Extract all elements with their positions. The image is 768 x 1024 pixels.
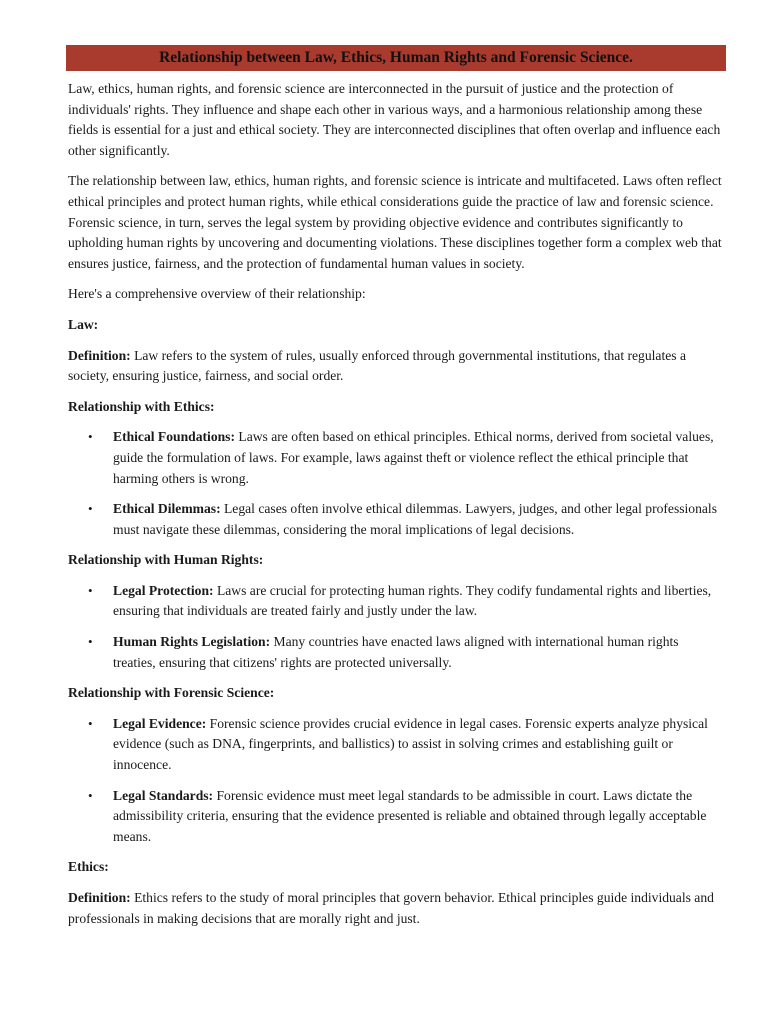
list-relationship-forensic [68,714,723,848]
list-item-text: Forensic evidence must meet legal standards to be admissible in court. Laws dictate the admissibility criteria, ensuring that the evidence presented is reliable and obtained through legally acceptable means. [113,787,707,844]
list-item [68,714,723,776]
definition-text: Ethics refers to the study of moral principles that govern behavior. Ethical principles guide individuals and professionals in making decisions that are morally right and just. [68,890,714,926]
list-item-text: Laws are crucial for protecting human rights. They codify fundamental rights and liberties, ensuring that individuals are treated fairly and justly under the law. [113,582,712,619]
intro-paragraph-2: The relationship between law, ethics, human rights, and forensic science is intricate and multifaceted. Laws often reflect ethical principles and protect human rights, while ethical considerations guide the practice of law and forensic science. Forensic science, in turn, serves the legal system by providing objective evidence and contributes significantly to upholding human rights by uncovering and documenting violations. These disciplines together form a complex web that ensures justice, fairness, and the protection of fundamental human values in society. [68,173,722,271]
list-item-text: Forensic science provides crucial evidence in legal cases. Forensic experts analyze physical evidence (such as DNA, fingerprints, and ballistics) to assist in solving crimes and establishing guilt or innocence. [113,715,708,773]
list-item-term: Ethical Dilemmas: [113,501,221,517]
list-item [68,427,723,489]
list-item-text: Many countries have enacted laws aligned with international human rights treaties, ensuring that citizens' rights are protected universally. [113,634,679,670]
bullet-icon: • [88,715,93,731]
ethics-definition [68,888,728,929]
page-title: Relationship between Law, Ethics, Human Rights and Forensic Science. [66,45,726,71]
section-heading-ethics: Ethics: [68,859,109,875]
bullet-icon: • [88,501,93,517]
list-relationship-human-rights [68,581,723,673]
list-item-term: Ethical Foundations: [113,429,235,445]
list-item-term: Legal Evidence: [113,715,207,731]
bullet-icon: • [88,582,93,598]
definition-text: Law refers to the system of rules, usually enforced through governmental institutions, that regulates a society, ensuring justice, fairness, and social order. [68,347,686,384]
list-relationship-ethics [68,427,723,540]
definition-label: Definition: [68,890,131,905]
subheading-relationship-forensic: Relationship with Forensic Science: [68,685,275,701]
bullet-icon: • [88,429,93,445]
list-item-text: Laws are often based on ethical principles. Ethical norms, derived from societal values, guide the formulation of laws. For example, laws against theft or violence reflect the ethical principle that harming others is wrong. [113,429,714,486]
law-definition [68,346,728,387]
list-item-term: Legal Protection: [113,582,214,598]
section-heading-law: Law: [68,316,99,332]
list-item-term: Legal Standards: [113,787,214,803]
subheading-relationship-ethics: Relationship with Ethics: [68,398,215,414]
bullet-icon: • [88,787,93,803]
list-item-term: Human Rights Legislation: [113,634,271,650]
list-item [68,499,723,540]
list-item [68,581,723,622]
intro-paragraph-1: Law, ethics, human rights, and forensic science are interconnected in the pursuit of justice and the protection of individuals' rights. They influence and shape each other in various ways, and a harmonious relationship among these fields is essential for a just and ethical society. They are interconnected disciplines that often overlap and influence each other significantly. [68,81,721,158]
list-item [68,786,723,848]
subheading-relationship-human-rights: Relationship with Human Rights: [68,552,264,568]
list-item [68,632,723,673]
intro-paragraph-3: Here's a comprehensive overview of their relationship: [68,286,366,302]
definition-label: Definition: [68,347,131,363]
bullet-icon: • [88,634,93,650]
list-item-text: Legal cases often involve ethical dilemmas. Lawyers, judges, and other legal professionals must navigate these dilemmas, considering the moral implications of legal decisions. [113,501,718,537]
